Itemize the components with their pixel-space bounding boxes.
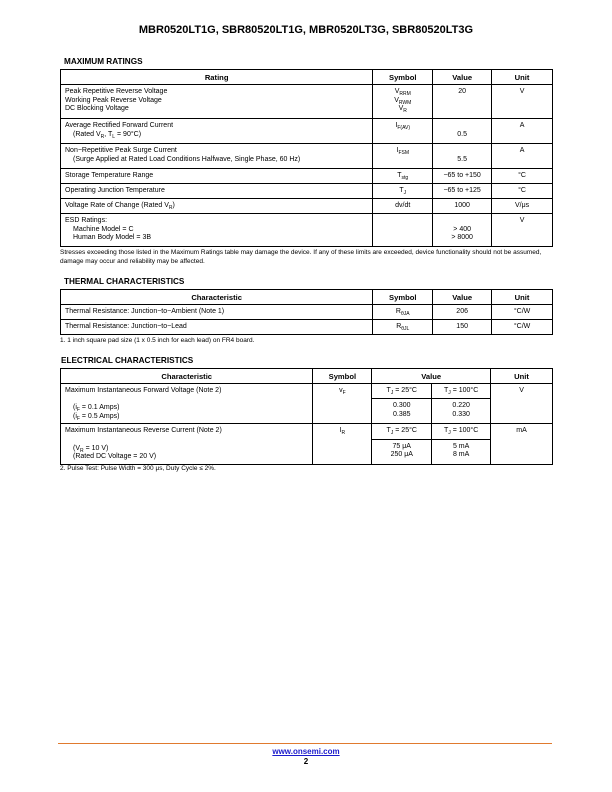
unit-cell: V	[492, 214, 553, 247]
table-row	[61, 184, 553, 199]
table-row	[61, 119, 553, 144]
table-header-row	[61, 70, 553, 85]
condition-text: ($i_F = 0.5$ Amps)	[73, 412, 120, 422]
table-row	[61, 320, 553, 335]
rating-cell: Operating Junction Temperature	[61, 184, 373, 199]
rating-cell	[61, 119, 373, 144]
header-unit: Unit	[491, 369, 553, 384]
header-rating: Rating	[61, 70, 373, 85]
header-unit: Unit	[492, 70, 553, 85]
rating-cell	[61, 85, 373, 119]
value-100-cell: 0.220 0.330	[432, 399, 491, 424]
unit-cell: °C	[492, 169, 553, 184]
document-title: MBR0520LT1G, SBR80520LT1G, MBR0520LT3G, SBR80520LT3G	[138, 24, 474, 36]
unit-cell: V	[492, 85, 553, 119]
header-unit: Unit	[492, 290, 553, 305]
electrical-heading: ELECTRICAL CHARACTERISTICS	[61, 356, 194, 365]
max-ratings-note: Stresses exceeding those listed in the Maximum Ratings table may damage the device. If any of these limits are exceeded, device functionality should not be assumed, damage may occur and reliability may be affected.	[60, 249, 542, 265]
symbol-cell: dv/dt	[373, 199, 433, 214]
footer-link-wrap	[0, 747, 612, 756]
max-ratings-table	[60, 69, 553, 247]
rating-text: DC Blocking Voltage	[65, 105, 129, 113]
header-characteristic: Characteristic	[61, 290, 373, 305]
temp-100-cell: $T_J = 100^\circ C$	[432, 424, 491, 440]
rating-cell: Storage Temperature Range	[61, 169, 373, 184]
value-cell: 5.5	[433, 144, 492, 169]
page-number: 2	[303, 757, 309, 766]
table-row	[61, 85, 553, 119]
table-row	[61, 305, 553, 320]
symbol-cell: $T_{stg}$	[373, 169, 433, 184]
rating-condition: (Surge Applied at Rated Load Conditions Halfwave, Single Phase, 60 Hz)	[73, 155, 301, 163]
value-cell: 1000	[433, 199, 492, 214]
table-row	[61, 144, 553, 169]
unit-cell: °C/W	[492, 305, 553, 320]
unit-cell: A	[492, 119, 553, 144]
footer-divider	[58, 743, 552, 744]
unit-cell: A	[492, 144, 553, 169]
unit-cell: V	[491, 384, 553, 424]
rating-cell: Voltage Rate of Change (Rated $V_R$)	[61, 199, 373, 214]
table-row	[61, 199, 553, 214]
electrical-note: 2. Pulse Test: Pulse Width = 300 μs, Duty Cycle ≤ 2%.	[60, 465, 216, 472]
thermal-table	[60, 289, 553, 335]
header-symbol: Symbol	[373, 290, 433, 305]
value-cell: 206	[433, 305, 492, 320]
table-row	[61, 384, 553, 399]
characteristic-cell: Thermal Resistance: Junction−to−Ambient (Note 1)	[61, 305, 373, 320]
table-row	[61, 169, 553, 184]
unit-cell: °C	[492, 184, 553, 199]
condition-text: ($V_R = 10$ V)	[73, 444, 109, 454]
rating-text: Working Peak Reverse Voltage	[65, 96, 162, 104]
header-symbol: Symbol	[313, 369, 372, 384]
max-ratings-heading: MAXIMUM RATINGS	[64, 57, 143, 66]
table-row	[61, 214, 553, 247]
symbol-cell: $I_{FSM}$	[373, 144, 433, 169]
temp-25-cell: $T_J = 25^\circ C$	[372, 384, 432, 399]
unit-cell: V/μs	[492, 199, 553, 214]
temp-25-cell: $T_J = 25^\circ C$	[372, 424, 432, 440]
symbol-cell: $V_{RRM}$ $V_{RWM}$ $V_R$	[373, 85, 433, 119]
thermal-heading: THERMAL CHARACTERISTICS	[64, 277, 185, 286]
header-characteristic: Characteristic	[61, 369, 313, 384]
rating-condition: (Rated $V_R$, $T_L = 90^\circ C$)	[73, 130, 142, 140]
condition-text: ($i_F = 0.1$ Amps)	[73, 404, 120, 414]
symbol-cell: $I_R$	[313, 424, 372, 464]
value-cell: −65 to +125	[433, 184, 492, 199]
symbol-cell: $R_{\theta JL}$	[373, 320, 433, 335]
symbol-cell	[373, 214, 433, 247]
rating-text: ESD Ratings:	[65, 217, 108, 224]
header-symbol: Symbol	[373, 70, 433, 85]
symbol-cell: $I_{F(AV)}$	[373, 119, 433, 144]
rating-cell	[61, 214, 373, 247]
value-cell: 0.5	[433, 119, 492, 144]
header-value: Value	[433, 70, 492, 85]
rating-text: Non−Repetitive Peak Surge Current	[65, 147, 177, 154]
table-header-row	[61, 369, 553, 384]
unit-cell: mA	[491, 424, 553, 464]
characteristic-text: Maximum Instantaneous Forward Voltage (Note 2)	[65, 387, 222, 394]
characteristic-cell	[61, 424, 313, 464]
value-25-cell: 75 μA 250 μA	[372, 439, 432, 464]
condition-text: (Rated DC Voltage = 20 V)	[73, 453, 157, 461]
rating-text: Machine Model = C	[73, 225, 134, 233]
value-cell: > 400 > 8000	[433, 214, 492, 247]
rating-text: Average Rectified Forward Current	[65, 122, 174, 129]
rating-cell	[61, 144, 373, 169]
value-cell: −65 to +150	[433, 169, 492, 184]
value-100-cell: 5 mA 8 mA	[432, 439, 491, 464]
characteristic-cell	[61, 384, 313, 424]
table-header-row	[61, 290, 553, 305]
characteristic-cell: Thermal Resistance: Junction−to−Lead	[61, 320, 373, 335]
header-value: Value	[433, 290, 492, 305]
characteristic-text: Maximum Instantaneous Reverse Current (Note 2)	[65, 427, 222, 435]
value-cell: 20	[433, 85, 492, 119]
electrical-table	[60, 368, 553, 465]
unit-cell: °C/W	[492, 320, 553, 335]
value-25-cell: 0.300 0.385	[372, 399, 432, 424]
symbol-cell: $R_{\theta JA}$	[373, 305, 433, 320]
table-row	[61, 424, 553, 440]
website-link[interactable]: www.onsemi.com	[272, 747, 340, 756]
rating-text: Human Body Model = 3B	[73, 234, 152, 242]
value-cell: 150	[433, 320, 492, 335]
header-value: Value	[372, 369, 491, 384]
symbol-cell: $T_J$	[373, 184, 433, 199]
temp-100-cell: $T_J = 100^\circ C$	[432, 384, 491, 399]
symbol-cell: $v_F$	[313, 384, 372, 424]
rating-text: Peak Repetitive Reverse Voltage	[65, 88, 168, 95]
thermal-note: 1. 1 inch square pad size (1 x 0.5 inch for each lead) on FR4 board.	[60, 337, 255, 344]
